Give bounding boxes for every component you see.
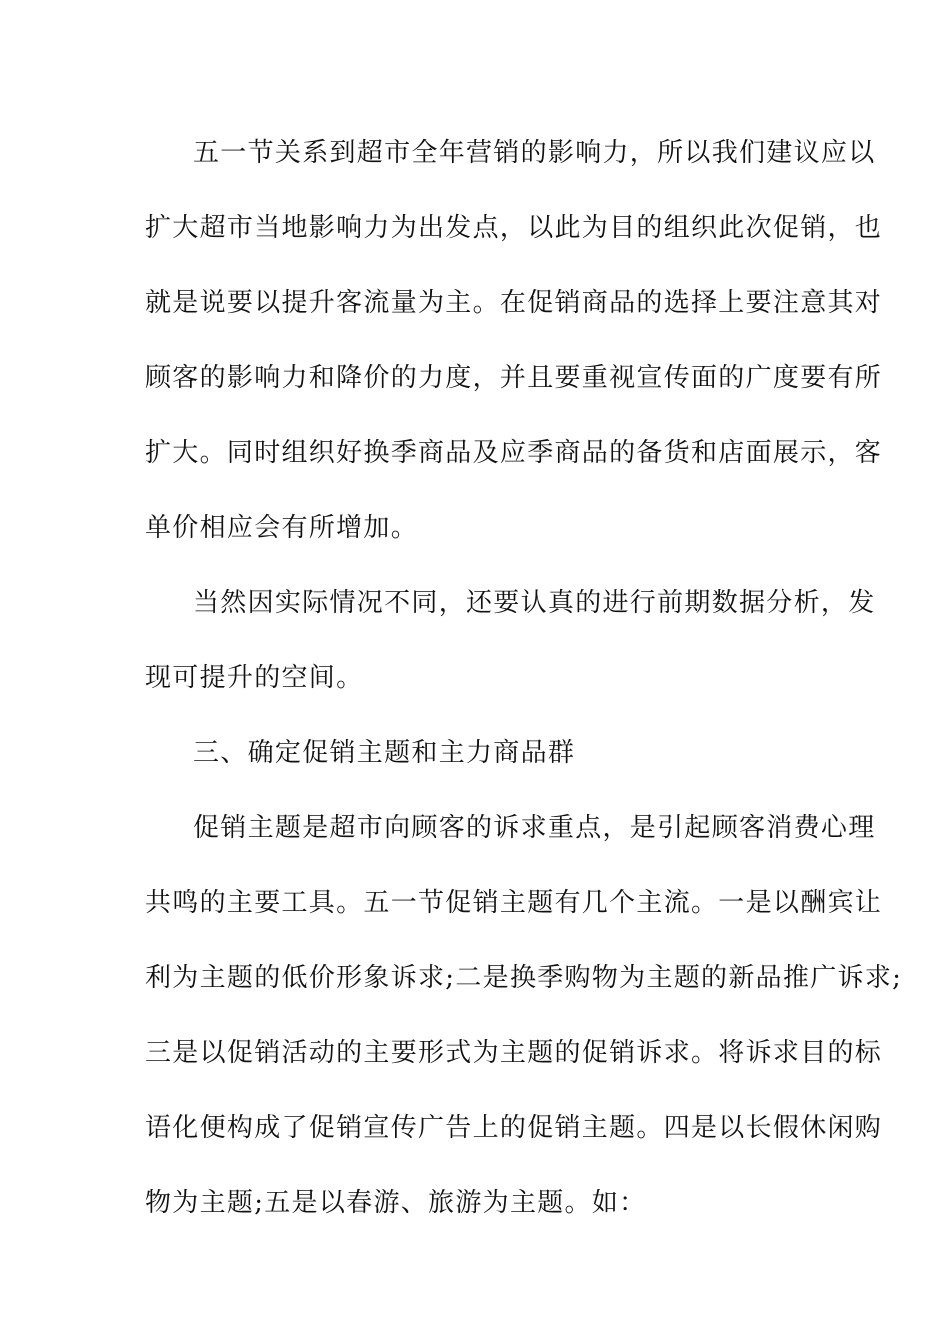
- paragraph-4-line-2: 共鸣的主要工具。五一节促销主题有几个主流。一是以酬宾让: [145, 888, 883, 918]
- paragraph-4-line-4: 三是以促销活动的主要形式为主题的促销诉求。将诉求目的标: [145, 1038, 883, 1068]
- paragraph-1-line-3: 就是说要以提升客流量为主。在促销商品的选择上要注意其对: [145, 288, 883, 318]
- paragraph-1-line-5: 扩大。同时组织好换季商品及应季商品的备货和店面展示，客: [145, 438, 883, 468]
- paragraph-4-line-3: 利为主题的低价形象诉求;二是换季购物为主题的新品推广诉求;: [145, 963, 903, 993]
- paragraph-4-line-6: 物为主题;五是以春游、旅游为主题。如：: [145, 1188, 647, 1218]
- paragraph-2-line-2: 现可提升的空间。: [145, 663, 364, 693]
- paragraph-1-line-2: 扩大超市当地影响力为出发点，以此为目的组织此次促销，也: [145, 213, 883, 243]
- section-heading: 三、确定促销主题和主力商品群: [193, 738, 576, 768]
- paragraph-1-line-6: 单价相应会有所增加。: [145, 513, 419, 543]
- paragraph-1-line-1: 五一节关系到超市全年营销的影响力，所以我们建议应以: [193, 138, 876, 168]
- paragraph-4-line-5: 语化便构成了促销宣传广告上的促销主题。四是以长假休闲购: [145, 1113, 883, 1143]
- paragraph-1-line-4: 顾客的影响力和降价的力度，并且要重视宣传面的广度要有所: [145, 363, 883, 393]
- paragraph-2-line-1: 当然因实际情况不同，还要认真的进行前期数据分析，发: [193, 588, 876, 618]
- paragraph-4-line-1: 促销主题是超市向顾客的诉求重点，是引起顾客消费心理: [193, 813, 876, 843]
